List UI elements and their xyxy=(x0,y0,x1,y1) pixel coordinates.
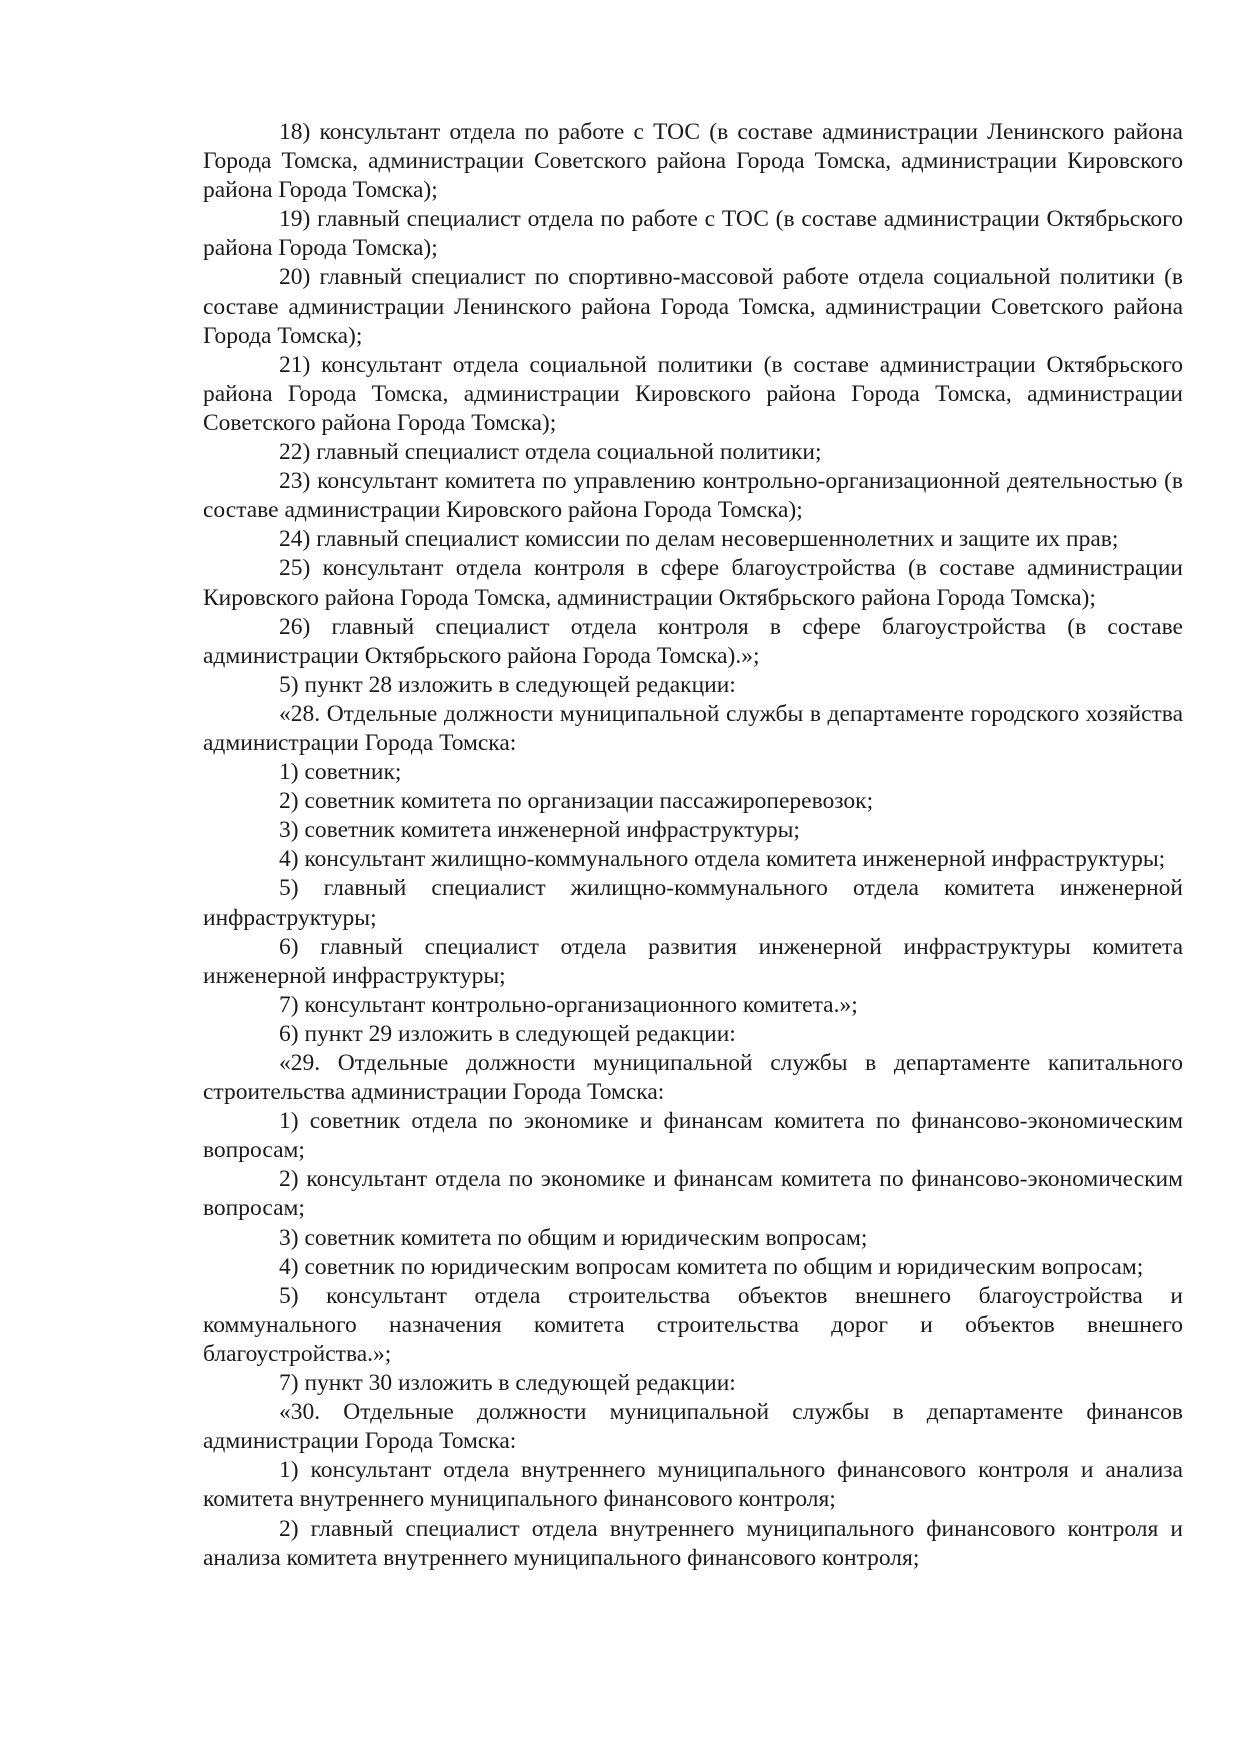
section-29-item-2: 2) консультант отдела по экономике и финансам комитета по финансово-экономическим вопросам; xyxy=(203,1166,1183,1222)
paragraph-item-23: 23) консультант комитета по управлению контрольно-организационной деятельностью (в составе администрации Кировского района Города Томска); xyxy=(203,468,1183,524)
section-30-item-2: 2) главный специалист отдела внутреннего муниципального финансового контроля и анализа комитета внутреннего муниципального финансового контроля; xyxy=(203,1515,1183,1571)
section-29-item-3: 3) советник комитета по общим и юридическим вопросам; xyxy=(279,1224,868,1251)
paragraph-item-20: 20) главный специалист по спортивно-массовой работе отдела социальной политики (в составе администрации Ленинского района Города Томска, администрации Советского района Города Томска); xyxy=(203,264,1183,349)
paragraph-item-18: 18) консультант отдела по работе с ТОС (в составе администрации Ленинского района Города Томска, администрации Советского района Города Томска, администрации Кировского района Города Томска); xyxy=(203,119,1183,204)
section-29-item-5: 5) консультант отдела строительства объектов внешнего благоустройства и коммунального назначения комитета строительства дорог и объектов внешнего благоустройства.»; xyxy=(203,1282,1183,1367)
document-body xyxy=(203,118,1183,1573)
section-29-item-4: 4) советник по юридическим вопросам комитета по общим и юридическим вопросам; xyxy=(279,1253,1144,1280)
amendment-clause-5: 5) пункт 28 изложить в следующей редакции: xyxy=(279,671,736,698)
section-30-heading: «30. Отдельные должности муниципальной службы в департаменте финансов администрации Города Томска: xyxy=(203,1399,1183,1455)
section-29-item-1: 1) советник отдела по экономике и финансам комитета по финансово-экономическим вопросам; xyxy=(203,1108,1183,1164)
section-28-item-6: 6) главный специалист отдела развития инженерной инфраструктуры комитета инженерной инфраструктуры; xyxy=(203,933,1183,989)
section-28-heading: «28. Отдельные должности муниципальной службы в департаменте городского хозяйства администрации Города Томска: xyxy=(203,700,1183,756)
section-28-item-2: 2) советник комитета по организации пассажироперевозок; xyxy=(279,788,874,815)
section-28-item-1: 1) советник; xyxy=(279,759,402,786)
paragraph-item-19: 19) главный специалист отдела по работе с ТОС (в составе администрации Октябрьского района Города Томска); xyxy=(203,206,1183,262)
paragraph-item-25: 25) консультант отдела контроля в сфере благоустройства (в составе администрации Кировского района Города Томска, администрации Октябрьского района Города Томска); xyxy=(203,555,1183,611)
section-28-item-7: 7) консультант контрольно-организационного комитета.»; xyxy=(279,991,858,1018)
paragraph-item-22: 22) главный специалист отдела социальной политики; xyxy=(279,439,822,466)
paragraph-item-24: 24) главный специалист комиссии по делам несовершеннолетних и защите их прав; xyxy=(279,526,1119,553)
section-28-item-3: 3) советник комитета инженерной инфраструктуры; xyxy=(279,817,800,844)
amendment-clause-6: 6) пункт 29 изложить в следующей редакции: xyxy=(279,1020,736,1047)
section-28-item-5: 5) главный специалист жилищно-коммунального отдела комитета инженерной инфраструктуры; xyxy=(203,875,1183,931)
amendment-clause-7: 7) пункт 30 изложить в следующей редакции: xyxy=(279,1370,736,1397)
section-29-heading: «29. Отдельные должности муниципальной службы в департаменте капитального строительства администрации Города Томска: xyxy=(203,1050,1183,1106)
section-28-item-4: 4) консультант жилищно-коммунального отдела комитета инженерной инфраструктуры; xyxy=(279,846,1166,873)
paragraph-item-21: 21) консультант отдела социальной политики (в составе администрации Октябрьского района Города Томска, администрации Кировского района Города Томска, администрации Советского района Города Томска); xyxy=(203,351,1183,436)
paragraph-item-26: 26) главный специалист отдела контроля в сфере благоустройства (в составе администрации Октябрьского района Города Томска).»; xyxy=(203,613,1183,669)
section-30-item-1: 1) консультант отдела внутреннего муниципального финансового контроля и анализа комитета внутреннего муниципального финансового контроля; xyxy=(203,1457,1183,1513)
